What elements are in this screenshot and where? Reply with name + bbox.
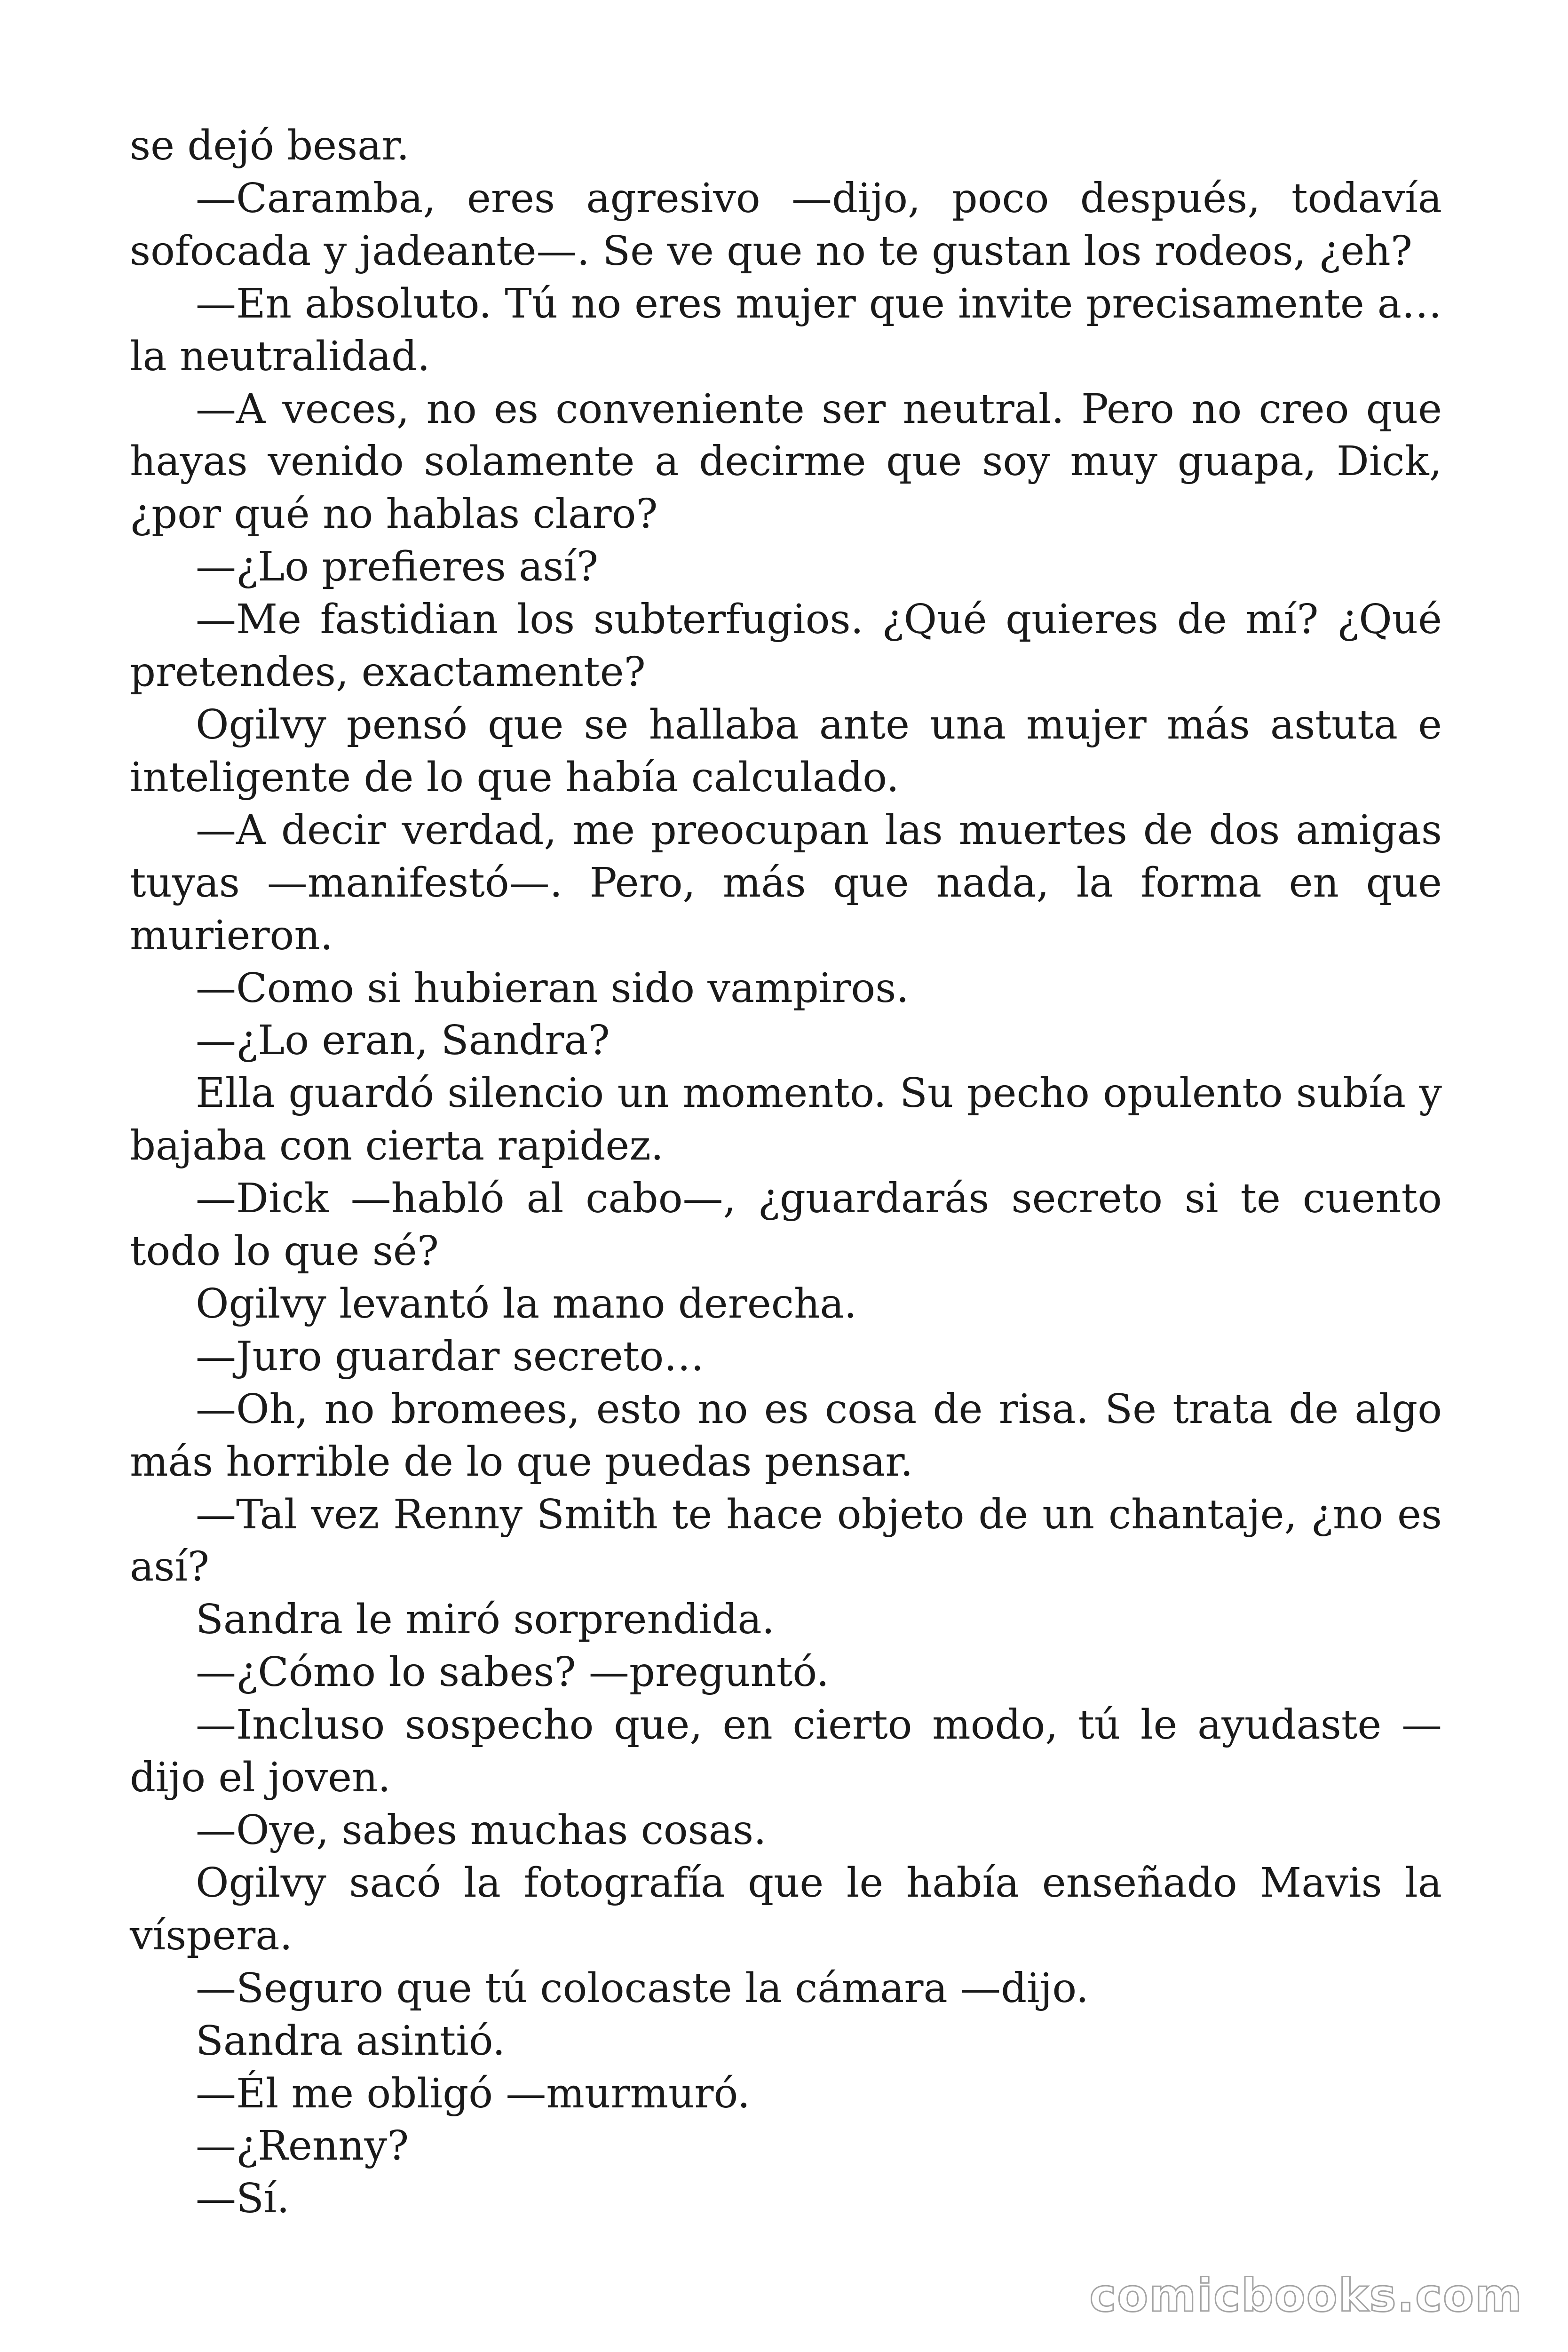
paragraph: —Él me obligó —murmuró. [196, 2070, 751, 2117]
paragraph: Ella guardó silencio un momento. Su pecho opulento subía y bajaba con cierta rapidez. [130, 1070, 1442, 1170]
paragraph: —En absoluto. Tú no eres mujer que invite precisamente a… la neutralidad. [130, 280, 1442, 380]
paragraph: —¿Lo eran, Sandra? [196, 1017, 610, 1065]
paragraph: —Juro guardar secreto… [196, 1333, 705, 1380]
paragraph: —¿Lo prefieres así? [196, 543, 599, 591]
paragraph: —A decir verdad, me preocupan las muertes de dos amigas tuyas —manifestó—. Pero, más que nada, la forma en que murieron. [130, 806, 1442, 959]
paragraph: Sandra asintió. [196, 2017, 506, 2065]
paragraph: —Seguro que tú colocaste la cámara —dijo. [196, 1964, 1089, 2012]
paragraph: —¿Renny? [196, 2122, 409, 2170]
paragraph: —A veces, no es conveniente ser neutral. Pero no creo que hayas venido solamente a decirme que soy muy guapa, Dick, ¿por qué no hablas claro? [130, 385, 1442, 538]
paragraph: —Caramba, eres agresivo —dijo, poco después, todavía sofocada y jadeante—. Se ve que no te gustan los rodeos, ¿eh? [130, 175, 1442, 275]
paragraph: Ogilvy sacó la fotografía que le había enseñado Mavis la víspera. [130, 1859, 1442, 1959]
body-text [130, 120, 1442, 2225]
paragraph: —Incluso sospecho que, en cierto modo, tú le ayudaste —dijo el joven. [130, 1701, 1442, 1802]
watermark-text: comicbooks.com [1089, 2269, 1523, 2322]
paragraph: Ogilvy pensó que se hallaba ante una mujer más astuta e inteligente de lo que había calculado. [130, 701, 1442, 801]
paragraph: —Dick —habló al cabo—, ¿guardarás secreto si te cuento todo lo que sé? [130, 1175, 1442, 1275]
paragraph: Ogilvy levantó la mano derecha. [196, 1280, 857, 1327]
paragraph: —Tal vez Renny Smith te hace objeto de un chantaje, ¿no es así? [130, 1491, 1442, 1591]
paragraph: —¿Cómo lo sabes? —preguntó. [196, 1649, 829, 1696]
paragraph: —Me fastidian los subterfugios. ¿Qué quieres de mí? ¿Qué pretendes, exactamente? [130, 596, 1442, 696]
paragraph: Sandra le miró sorprendida. [196, 1596, 775, 1644]
paragraph: se dejó besar. [130, 122, 410, 169]
paragraph: —Como si hubieran sido vampiros. [196, 964, 909, 1012]
paragraph: —Oh, no bromees, esto no es cosa de risa. Se trata de algo más horrible de lo que puedas pensar. [130, 1385, 1442, 1486]
paragraph: —Oye, sabes muchas cosas. [196, 1807, 767, 1854]
paragraph: —Sí. [196, 2175, 290, 2223]
